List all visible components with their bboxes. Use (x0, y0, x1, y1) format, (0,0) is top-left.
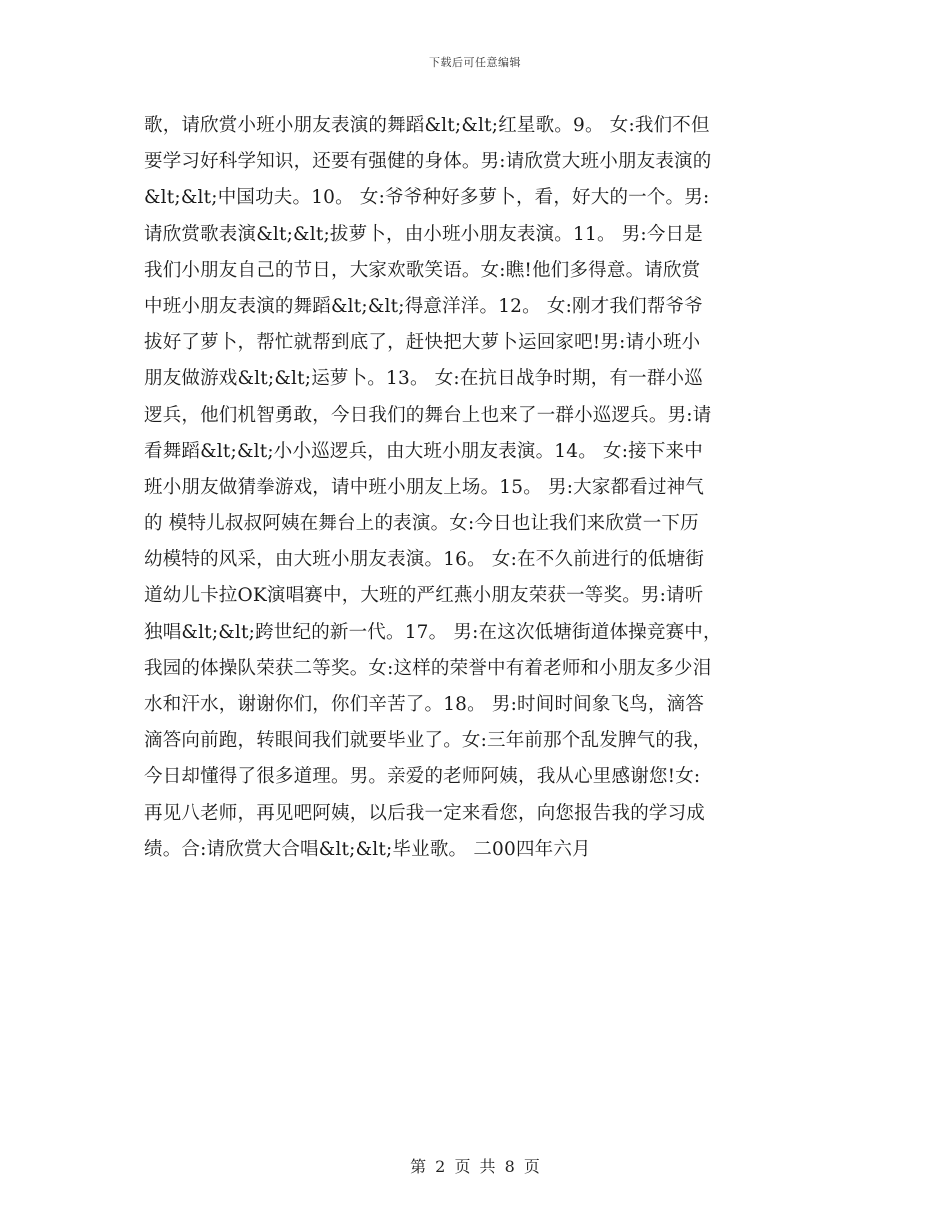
text-line: 滴答向前跑，转眼间我们就要毕业了。女:三年前那个乱发脾气的我， (144, 730, 712, 752)
text-line: 朋友做游戏&lt;&lt;运萝卜。13。 女:在抗日战争时期，有一群小巡 (144, 368, 703, 390)
text-line: 我们小朋友自己的节日，大家欢歌笑语。女:瞧!他们多得意。请欣赏 (144, 259, 701, 281)
page-number: 第 2 页 共 8 页 (410, 1157, 540, 1176)
text-line: 班小朋友做猜拳游戏，请中班小朋友上场。15。 男:大家都看过神气 (144, 476, 705, 498)
text-line: 道幼儿卡拉OK演唱赛中，大班的严红燕小朋友荣获一等奖。男:请听 (144, 585, 704, 607)
text-line: 逻兵，他们机智勇敢，今日我们的舞台上也来了一群小巡逻兵。男:请 (144, 404, 712, 426)
text-line: 的 模特儿叔叔阿姨在舞台上的表演。女:今日也让我们来欣赏一下历 (144, 513, 699, 535)
text-line: 绩。合:请欣赏大合唱&lt;&lt;毕业歌。 二00四年六月 (144, 838, 591, 860)
text-line: 独唱&lt;&lt;跨世纪的新一代。17。 男:在这次低塘街道体操竞赛中， (144, 621, 722, 643)
text-line: 要学习好科学知识，还要有强健的身体。男:请欣赏大班小朋友表演的 (144, 151, 712, 173)
text-line: 拔好了萝卜，帮忙就帮到底了，赶快把大萝卜运回家吧!男:请小班小 (144, 332, 701, 354)
text-line: 中班小朋友表演的舞蹈&lt;&lt;得意洋洋。12。 女:刚才我们帮爷爷 (144, 295, 703, 317)
text-line: 请欣赏歌表演&lt;&lt;拔萝卜，由小班小朋友表演。11。 男:今日是 (144, 223, 703, 245)
header-note: 下载后可任意编辑 (429, 56, 521, 69)
text-line: 幼模特的风采，由大班小朋友表演。16。 女:在不久前进行的低塘街 (144, 549, 705, 571)
text-line: &lt;&lt;中国功夫。10。 女:爷爷种好多萝卜，看，好大的一个。男: (144, 187, 710, 209)
text-line: 今日却懂得了很多道理。男。亲爱的老师阿姨，我从心里感谢您!女: (144, 766, 701, 788)
text-line: 歌，请欣赏小班小朋友表演的舞蹈&lt;&lt;红星歌。9。 女:我们不但 (144, 115, 710, 136)
text-line: 看舞蹈&lt;&lt;小小巡逻兵，由大班小朋友表演。14。 女:接下来中 (144, 440, 703, 462)
text-line: 水和汗水，谢谢你们，你们辛苦了。18。 男:时间时间象飞鸟，滴答 (144, 694, 705, 715)
text-line: 再见八老师，再见吧阿姨，以后我一定来看您，向您报告我的学习成 (144, 802, 706, 824)
text-line: 我园的体操队荣获二等奖。女:这样的荣誉中有着老师和小朋友多少泪 (144, 657, 712, 679)
document-body (144, 108, 804, 868)
